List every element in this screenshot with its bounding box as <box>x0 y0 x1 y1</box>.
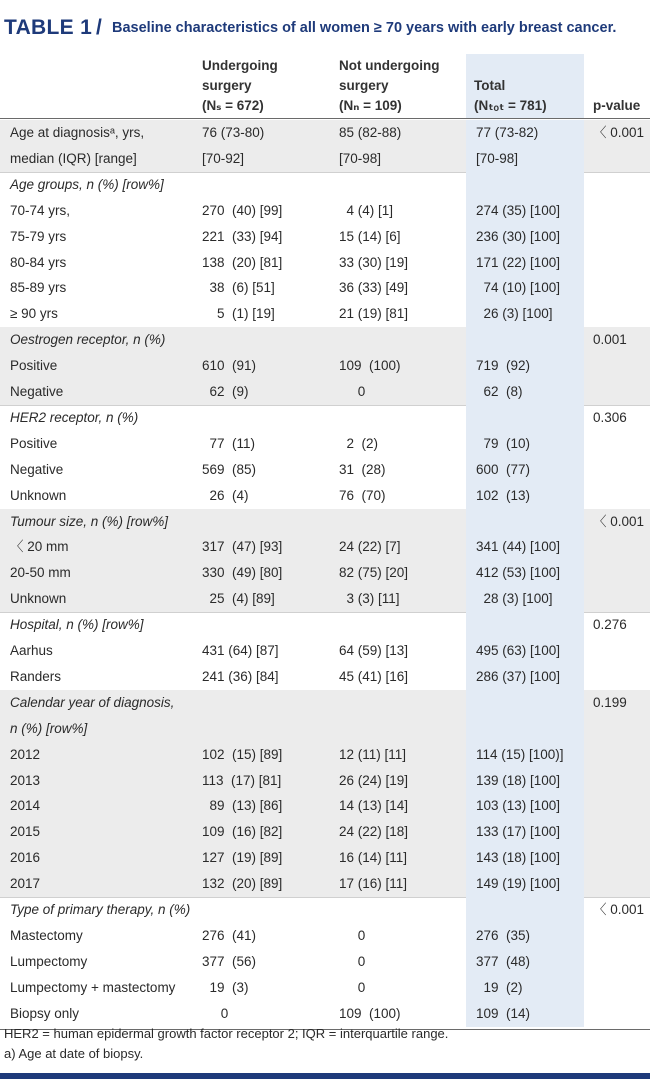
footnote-abbreviations: HER2 = human epidermal growth factor receptor 2; IQR = interquartile range. <box>4 1026 449 1041</box>
table-row <box>0 275 650 301</box>
table-section-row <box>0 897 650 923</box>
table-row <box>0 638 650 664</box>
cell-total: 114 (15) [100)] <box>476 746 564 762</box>
table-row <box>0 301 650 327</box>
header-line: Undergoing <box>202 58 278 73</box>
cell-undergoing-surgery: 569 (85) <box>202 461 257 477</box>
cell-not-undergoing-surgery: 3 (3) [11] <box>339 591 400 607</box>
header-line: (Nₙ = 109) <box>339 98 402 113</box>
cell-total: 133 (17) [100] <box>476 824 561 840</box>
cell-not-undergoing-surgery: 0 <box>339 927 366 943</box>
title-separator: / <box>96 16 102 39</box>
cell-not-undergoing-surgery: 24 (22) [18] <box>339 824 409 840</box>
cell-not-undergoing-surgery: 16 (14) [11] <box>339 850 408 866</box>
total-column-bg <box>466 327 584 353</box>
cell-not-undergoing-surgery: 109 (100) <box>339 358 401 374</box>
cell-p-value: 0.276 <box>593 617 627 633</box>
header-line: Total <box>474 78 506 93</box>
row-label: Mastectomy <box>10 927 83 943</box>
header-line: surgery <box>339 78 389 93</box>
row-label: 85-89 yrs <box>10 280 67 296</box>
table-row <box>0 949 650 975</box>
header-undergoing-surgery <box>202 56 278 116</box>
cell-undergoing-surgery: 610 (91) <box>202 358 257 374</box>
cell-p-value: 0.306 <box>593 409 627 425</box>
row-label: 75-79 yrs <box>10 228 67 244</box>
row-label: Positive <box>10 435 58 451</box>
row-label: Type of primary therapy, n (%) <box>10 902 191 917</box>
cell-total: 276 (35) <box>476 927 531 943</box>
table-row <box>0 483 650 509</box>
cell-undergoing-surgery: 138 (20) [81] <box>202 254 283 270</box>
row-label: Hospital, n (%) [row%] <box>10 617 144 633</box>
cell-total: 103 (13) [100] <box>476 798 561 814</box>
header-line: (Nₜₒₜ = 781) <box>474 98 547 113</box>
total-column-bg <box>466 612 584 638</box>
row-label: 2015 <box>10 824 41 840</box>
row-label: Age groups, n (%) [row%] <box>10 176 164 192</box>
cell-total: 62 (8) <box>476 384 523 399</box>
table-section-row <box>0 327 650 353</box>
cell-total: 274 (35) [100] <box>476 202 561 218</box>
row-label: Negative <box>10 461 64 477</box>
table-row <box>0 560 650 586</box>
cell-undergoing-surgery: 0 <box>202 1005 229 1021</box>
table-row <box>0 250 650 276</box>
table-row <box>0 534 650 560</box>
row-label: Calendar year of diagnosis, <box>10 694 175 710</box>
cell-not-undergoing-surgery: 4 (4) [1] <box>339 202 394 218</box>
cell-total: 377 (48) <box>476 953 531 969</box>
cell-not-undergoing-surgery: 109 (100) <box>339 1005 401 1021</box>
cell-not-undergoing-surgery: 15 (14) [6] <box>339 228 401 244</box>
row-label: n (%) [row%] <box>10 720 88 736</box>
cell-not-undergoing-surgery: 12 (11) [11] <box>339 746 407 762</box>
cell-not-undergoing-surgery: 21 (19) [81] <box>339 306 409 322</box>
table-row <box>0 923 650 949</box>
cell-total: 74 (10) [100] <box>476 280 561 296</box>
cell-total: 79 (10) <box>476 435 531 451</box>
row-label: Tumour size, n (%) [row%] <box>10 513 169 529</box>
cell-undergoing-surgery: 26 (4) <box>202 487 249 503</box>
cell-undergoing-surgery: 89 (13) [86] <box>202 798 283 814</box>
table-section-row <box>0 172 650 198</box>
cell-p-value: 〈 0.001 <box>593 513 645 529</box>
cell-not-undergoing-surgery: 85 (82-88) <box>339 125 402 140</box>
cell-total: 139 (18) [100] <box>476 772 561 788</box>
cell-total: 495 (63) [100] <box>476 643 561 658</box>
cell-not-undergoing-surgery: 2 (2) <box>339 435 379 451</box>
header-not-undergoing-surgery <box>339 56 439 116</box>
cell-not-undergoing-surgery: 0 <box>339 979 366 995</box>
cell-not-undergoing-surgery: 76 (70) <box>339 487 386 503</box>
cell-total: 236 (30) [100] <box>476 228 561 244</box>
table-row <box>0 1001 650 1027</box>
cell-total: 171 (22) [100] <box>476 254 561 270</box>
footnote-a: a) Age at date of biopsy. <box>4 1046 144 1061</box>
row-label: median (IQR) [range] <box>10 150 137 166</box>
row-label: Unknown <box>10 591 67 607</box>
cell-undergoing-surgery: 113 (17) [81] <box>202 772 282 788</box>
row-label: 70-74 yrs, <box>10 202 71 218</box>
cell-total: 19 (2) <box>476 979 523 995</box>
cell-undergoing-surgery: 330 (49) [80] <box>202 565 283 581</box>
cell-not-undergoing-surgery: 82 (75) [20] <box>339 565 409 581</box>
header-total <box>474 76 547 116</box>
header-divider <box>0 118 650 119</box>
cell-total: [70-98] <box>476 150 519 166</box>
cell-total: 341 (44) [100] <box>476 539 561 555</box>
row-label: 80-84 yrs <box>10 254 67 270</box>
cell-not-undergoing-surgery: 36 (33) [49] <box>339 280 409 296</box>
bottom-rule <box>0 1073 650 1079</box>
cell-p-value: 0.001 <box>593 332 627 348</box>
cell-undergoing-surgery: [70-92] <box>202 150 245 166</box>
cell-total: 102 (13) <box>476 487 531 503</box>
row-label: 〈 20 mm <box>10 539 69 555</box>
row-label: Biopsy only <box>10 1005 80 1021</box>
cell-not-undergoing-surgery: 64 (59) [13] <box>339 643 409 658</box>
cell-total: 26 (3) [100] <box>476 306 553 322</box>
table-row <box>0 819 650 845</box>
table-row <box>0 379 650 405</box>
total-column-bg <box>466 405 584 431</box>
cell-undergoing-surgery: 132 (20) [89] <box>202 876 283 892</box>
total-column-bg <box>466 172 584 198</box>
cell-undergoing-surgery: 270 (40) [99] <box>202 202 283 218</box>
cell-undergoing-surgery: 317 (47) [93] <box>202 539 283 555</box>
cell-total: 600 (77) <box>476 461 531 477</box>
row-label: Lumpectomy + mastectomy <box>10 979 176 995</box>
total-column-bg <box>466 716 584 742</box>
header-p-value: p-value <box>593 98 641 113</box>
cell-p-value: 〈 0.001 <box>593 125 645 140</box>
cell-undergoing-surgery: 127 (19) [89] <box>202 850 283 866</box>
cell-not-undergoing-surgery: [70-98] <box>339 150 382 166</box>
table-number: TABLE 1 <box>4 16 93 39</box>
row-label: 2012 <box>10 746 41 762</box>
total-column-bg <box>466 509 584 535</box>
table-row <box>0 845 650 871</box>
table-section-row <box>0 509 650 535</box>
table-row <box>0 871 650 897</box>
table-section-row <box>0 690 650 716</box>
table-caption: Baseline characteristics of all women ≥ 70 years with early breast cancer. <box>112 20 617 36</box>
cell-not-undergoing-surgery: 31 (28) <box>339 461 386 477</box>
cell-total: 143 (18) [100] <box>476 850 561 866</box>
cell-undergoing-surgery: 377 (56) <box>202 953 257 969</box>
total-column-bg <box>466 690 584 716</box>
table-row <box>0 768 650 794</box>
cell-p-value: 〈 0.001 <box>593 902 645 917</box>
row-label: 2013 <box>10 772 41 788</box>
cell-undergoing-surgery: 38 (6) [51] <box>202 280 275 296</box>
cell-total: 719 (92) <box>476 358 531 374</box>
cell-undergoing-surgery: 25 (4) [89] <box>202 591 275 607</box>
cell-not-undergoing-surgery: 14 (13) [14] <box>339 798 409 814</box>
table-section-row <box>0 612 650 638</box>
table-row <box>0 742 650 768</box>
table-row <box>0 457 650 483</box>
cell-undergoing-surgery: 276 (41) <box>202 927 257 943</box>
cell-undergoing-surgery: 77 (11) <box>202 435 256 451</box>
cell-undergoing-surgery: 431 (64) [87] <box>202 643 279 658</box>
cell-p-value: 0.199 <box>593 694 627 710</box>
row-label: HER2 receptor, n (%) <box>10 409 139 425</box>
cell-not-undergoing-surgery: 45 (41) [16] <box>339 668 409 684</box>
cell-total: 109 (14) <box>476 1005 531 1021</box>
cell-undergoing-surgery: 241 (36) [84] <box>202 668 279 684</box>
header-line: surgery <box>202 78 252 93</box>
row-label: 2017 <box>10 876 41 892</box>
table-row <box>0 146 650 172</box>
cell-undergoing-surgery: 102 (15) [89] <box>202 746 283 762</box>
cell-undergoing-surgery: 5 (1) [19] <box>202 306 275 322</box>
row-label: Age at diagnosisᵃ, yrs, <box>10 125 145 140</box>
cell-not-undergoing-surgery: 33 (30) [19] <box>339 254 409 270</box>
row-label: Oestrogen receptor, n (%) <box>10 332 166 348</box>
row-label: Unknown <box>10 487 67 503</box>
table-row <box>0 664 650 690</box>
table-title <box>0 16 650 40</box>
table-row <box>0 198 650 224</box>
cell-not-undergoing-surgery: 0 <box>339 953 366 969</box>
cell-undergoing-surgery: 109 (16) [82] <box>202 824 283 840</box>
table-row <box>0 586 650 612</box>
cell-not-undergoing-surgery: 0 <box>339 384 366 399</box>
row-label: Negative <box>10 384 64 399</box>
cell-not-undergoing-surgery: 24 (22) [7] <box>339 539 401 555</box>
cell-undergoing-surgery: 62 (9) <box>202 384 249 399</box>
row-label: Lumpectomy <box>10 953 88 969</box>
table-row <box>0 224 650 250</box>
header-line: (Nₛ = 672) <box>202 98 264 113</box>
table-row <box>0 120 650 146</box>
row-label: 2016 <box>10 850 41 866</box>
cell-total: 28 (3) [100] <box>476 591 553 607</box>
cell-total: 286 (37) [100] <box>476 668 561 684</box>
row-label: 2014 <box>10 798 41 814</box>
cell-undergoing-surgery: 221 (33) [94] <box>202 228 283 244</box>
cell-total: 412 (53) [100] <box>476 565 561 581</box>
table-row <box>0 353 650 379</box>
row-label: Positive <box>10 358 58 374</box>
row-label: Aarhus <box>10 643 53 658</box>
total-column-bg <box>466 897 584 923</box>
table-row <box>0 793 650 819</box>
cell-not-undergoing-surgery: 17 (16) [11] <box>339 876 408 892</box>
cell-total: 149 (19) [100] <box>476 876 561 892</box>
table-section-row <box>0 716 650 742</box>
cell-total: 77 (73-82) <box>476 125 539 140</box>
cell-not-undergoing-surgery: 26 (24) [19] <box>339 772 409 788</box>
row-label: ≥ 90 yrs <box>10 306 58 322</box>
table-row <box>0 975 650 1001</box>
header-line: Not undergoing <box>339 58 440 73</box>
cell-undergoing-surgery: 76 (73-80) <box>202 125 265 140</box>
row-label: 20-50 mm <box>10 565 71 581</box>
table-section-row <box>0 405 650 431</box>
row-label: Randers <box>10 668 62 684</box>
cell-undergoing-surgery: 19 (3) <box>202 979 249 995</box>
table-row <box>0 431 650 457</box>
